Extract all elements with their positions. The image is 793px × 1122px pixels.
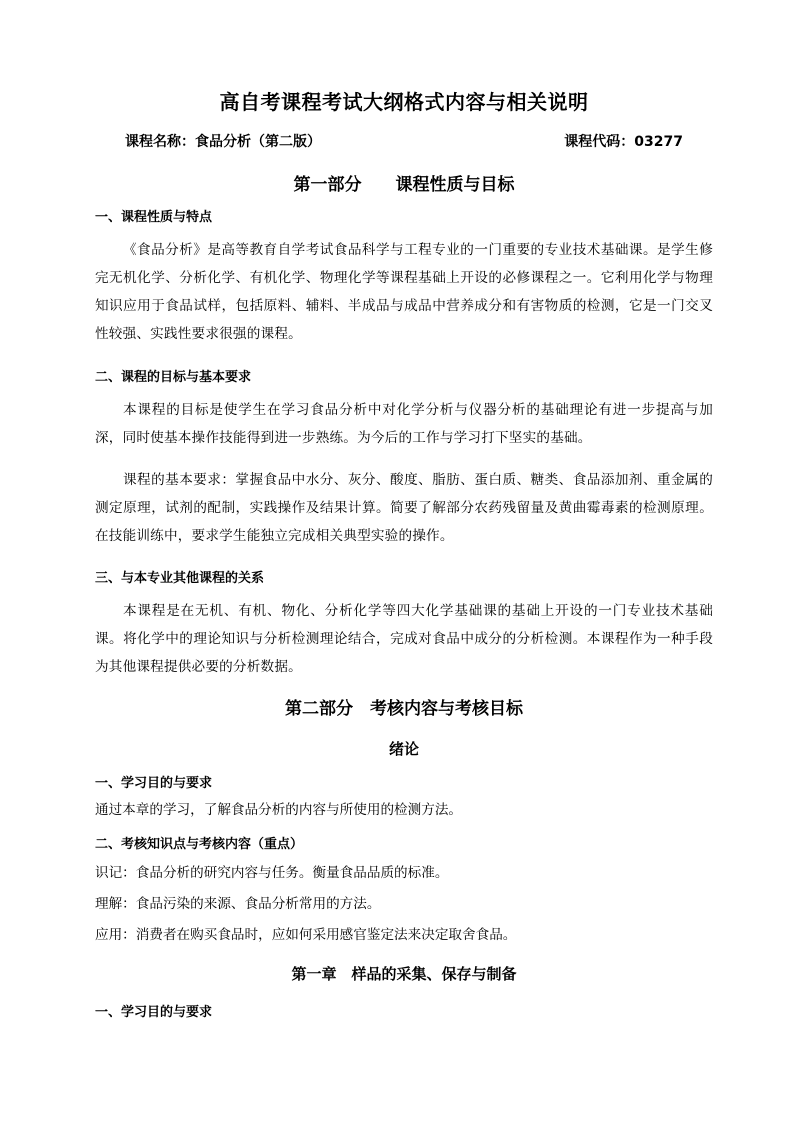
paragraph-goals: 本课程的目标是使学生在学习食品分析中对化学分析与仪器分析的基础理论有进一步提高与加深，同时使基本操作技能得到进一步熟练。为今后的工作与学习打下坚实的基础。 (95, 402, 713, 446)
section-heading-nature: 一、课程性质与特点 (95, 210, 213, 225)
section-heading-relations: 三、与本专业其他课程的关系 (95, 571, 265, 586)
paragraph-nature: 《食品分析》是高等教育自学考试食品科学与工程专业的一门重要的专业技术基础课。是学生修完无机化学、分析化学、有机化学、物理化学等课程基础上开设的必修课程之一。它利用化学与物理知识应用于食品试样，包括原料、辅料、半成品与成品中营养成分和有害物质的检测，它是一门交叉性较强、实践性要求很强的课程。 (95, 242, 713, 342)
intro-section-heading-key-points: 二、考核知识点与考核内容（重点） (95, 837, 304, 852)
key-point-apply: 应用：消费者在购买食品时，应如何采用感官鉴定法来决定取舍食品。 (95, 927, 517, 943)
section-heading-goals: 二、课程的目标与基本要求 (95, 370, 252, 385)
document-title: 高自考课程考试大纲格式内容与相关说明 (219, 90, 589, 114)
chapter1-title: 第一章 样品的采集、保存与制备 (291, 965, 517, 983)
paragraph-relations: 本课程是在无机、有机、物化、分析化学等四大化学基础课的基础上开设的一门专业技术基础课。将化学中的理论知识与分析检测理论结合，完成对食品中成分的分析检测。本课程作为一种手段为其他课程提供必要的分析数据。 (95, 603, 713, 675)
part1-title: 第一部分 课程性质与目标 (293, 175, 515, 195)
intro-section-heading-goals: 一、学习目的与要求 (95, 776, 213, 791)
intro-goals-text: 通过本章的学习，了解食品分析的内容与所使用的检测方法。 (95, 802, 463, 818)
key-point-understand: 理解：食品污染的来源、食品分析常用的方法。 (95, 896, 381, 912)
part2-title: 第二部分 考核内容与考核目标 (285, 699, 523, 719)
course-name: 课程名称：食品分析（第二版） (125, 134, 321, 150)
paragraph-requirements: 课程的基本要求：掌握食品中水分、灰分、酸度、脂肪、蛋白质、糖类、食品添加剂、重金属的测定原理，试剂的配制，实践操作及结果计算。简要了解部分农药残留量及黄曲霉毒素的检测原理。在技能训练中，要求学生能独立完成相关典型实验的操作。 (95, 472, 713, 544)
intro-title: 绪论 (388, 740, 419, 758)
chapter1-section-heading-goals: 一、学习目的与要求 (95, 1005, 213, 1020)
key-point-memorize: 识记：食品分析的研究内容与任务。衡量食品品质的标准。 (95, 865, 449, 881)
course-info-row (125, 131, 683, 151)
course-code: 课程代码：03277 (564, 134, 683, 150)
